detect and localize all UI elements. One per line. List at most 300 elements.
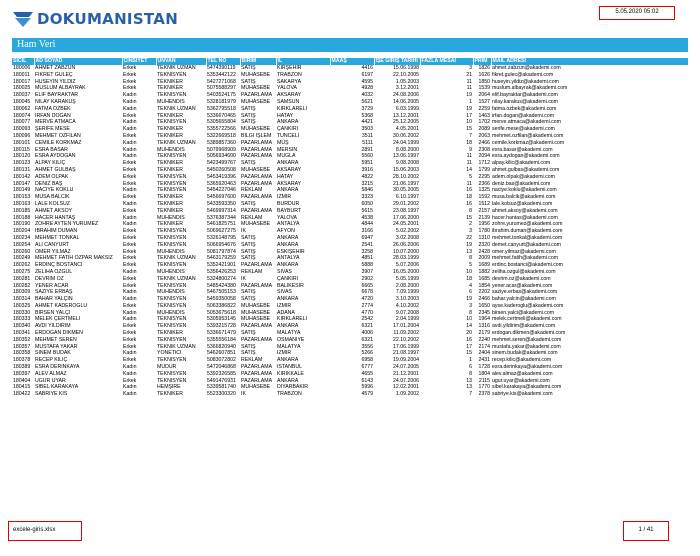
cell-prim: 1689 xyxy=(478,262,490,269)
cell-maas: 4822 xyxy=(361,173,373,180)
cell-unvan: TEKNİKER xyxy=(157,112,183,119)
cell-maas: 3916 xyxy=(361,166,373,173)
table-row xyxy=(12,289,688,296)
cell-birim: MUHASEBE xyxy=(241,166,271,173)
cell-prim: 2295 xyxy=(478,173,490,180)
cell-tel-no: 5305953145 xyxy=(207,316,236,323)
cell-ise-giris-tarihi: 28.03.1999 xyxy=(393,255,419,262)
cell-ise-giris-tarihi: 24.05.2001 xyxy=(393,221,419,228)
table-row xyxy=(12,235,688,242)
cell-fazla-mesai: 18 xyxy=(466,275,472,282)
cell-birim: PAZARLAMA xyxy=(241,282,273,289)
cell-il: KIRKLARELİ xyxy=(277,105,307,112)
cell-il: BAYBURT xyxy=(277,207,302,214)
cell-unvan: TEKNİSYEN xyxy=(157,180,187,187)
table-row xyxy=(12,391,688,398)
cell-ise-giris-tarihi: 14.06.2005 xyxy=(393,98,419,105)
cell-mail-adresi: zohre.yurumez@akademi.com xyxy=(492,221,563,228)
cell-cinsiyet: Erkek xyxy=(123,112,137,119)
cell-unvan: TEKNİKER xyxy=(157,78,183,85)
cell-unvan: TEKNİSYEN xyxy=(157,153,187,160)
cell-ad-soyad: ADEM OLPAK xyxy=(35,173,69,180)
cell-ise-giris-tarihi: 1.05.2003 xyxy=(395,78,419,85)
cell-tel-no: 5453419396 xyxy=(207,173,236,180)
cell-fazla-mesai: 20 xyxy=(466,330,472,337)
cell-mail-adresi: esra.aydogan@akademi.com xyxy=(492,153,560,160)
cell-tel-no: 5376387344 xyxy=(207,214,236,221)
cell-birim: İK xyxy=(241,391,246,398)
cell-il: KIRŞEHİR xyxy=(277,65,302,71)
cell-prim: 1770 xyxy=(478,384,490,391)
cell-ise-giris-tarihi: 6.10.1997 xyxy=(395,194,419,201)
cell-fazla-mesai: 15 xyxy=(466,126,472,133)
cell-cinsiyet: Kadın xyxy=(123,384,137,391)
cell-ise-giris-tarihi: 3.02.2008 xyxy=(395,234,419,241)
table-row xyxy=(12,215,688,222)
cell-unvan: TEKNİSYEN xyxy=(157,241,187,248)
cell-ad-soyad: BAHAR YALÇIN xyxy=(35,296,73,303)
cell-il: TRABZON xyxy=(277,391,302,398)
cell-maas: 5951 xyxy=(361,160,373,167)
cell-ad-soyad: NİLAY KARAKUŞ xyxy=(35,98,76,105)
cell-maas: 3166 xyxy=(361,228,373,235)
cell-maas: 5621 xyxy=(361,98,373,105)
table-row xyxy=(12,153,688,160)
table-row xyxy=(12,255,688,262)
cell-sicil: 180025 xyxy=(13,85,31,92)
cell-ise-giris-tarihi: 9.08.2008 xyxy=(395,160,419,167)
cell-prim: 2089 xyxy=(478,126,490,133)
cell-ise-giris-tarihi: 5.07.2006 xyxy=(395,262,419,269)
cell-sicil: 180017 xyxy=(13,78,31,85)
cell-mail-adresi: bahar.yalcin@akademi.com xyxy=(492,296,556,303)
cell-tel-no: 5450260508 xyxy=(207,166,236,173)
cell-mail-adresi: ayse.kaderoglu@akademi.com xyxy=(492,302,564,309)
cell-sicil: 180415 xyxy=(13,384,31,391)
cell-tel-no: 5081797874 xyxy=(207,248,236,255)
cell-mail-adresi: sinem.budak@akademi.com xyxy=(492,350,558,357)
cell-cinsiyet: Erkek xyxy=(123,160,137,167)
cell-tel-no: 5305655804 xyxy=(207,119,236,126)
cell-il: ANTALYA xyxy=(277,255,300,262)
cell-ad-soyad: NACİYE KÖKLÜ xyxy=(35,187,74,194)
cell-tel-no: 5423499767 xyxy=(207,160,236,167)
cell-ise-giris-tarihi: 23.08.1997 xyxy=(393,207,419,214)
cell-prim: 1850 xyxy=(478,78,490,85)
cell-tel-no: 5336670465 xyxy=(207,112,236,119)
cell-sicil: 180333 xyxy=(13,316,31,323)
table-row xyxy=(12,99,688,106)
cell-tel-no: 5485424380 xyxy=(207,282,236,289)
cell-il: KIRIKKALE xyxy=(277,370,304,377)
cell-unvan: TEKNİSYEN xyxy=(157,228,187,235)
cell-tel-no: 5469997314 xyxy=(207,207,236,214)
table-row xyxy=(12,316,688,323)
cell-unvan: TEKNİK UZMAN xyxy=(157,65,196,71)
cell-ise-giris-tarihi: 13.12.2001 xyxy=(393,112,419,119)
cell-birim: SATIŞ xyxy=(241,65,256,71)
cell-il: ÇANKIRI xyxy=(277,275,299,282)
cell-ise-giris-tarihi: 8.08.2000 xyxy=(395,146,419,153)
cell-ad-soyad: ERDOĞAN DİKMEN xyxy=(35,330,83,337)
cell-tel-no: 5459350058 xyxy=(207,296,236,303)
cell-il: ANKARA xyxy=(277,119,299,126)
cell-il: DİYARBAKIR xyxy=(277,384,309,391)
cell-il: MALATYA xyxy=(277,330,301,337)
cell-ad-soyad: DEVRİM ÖZ xyxy=(35,275,64,282)
cell-mail-adresi: alev.almaz@akademi.com xyxy=(492,370,553,377)
table-row xyxy=(12,378,688,385)
cell-mail-adresi: fikret.gulec@akademi.com xyxy=(492,71,554,78)
cell-sicil: 180096 xyxy=(13,132,31,139)
cell-cinsiyet: Erkek xyxy=(123,241,137,248)
column-header-maas: MAAŞ xyxy=(330,58,374,65)
cell-ise-giris-tarihi: 29.01.2002 xyxy=(393,200,419,207)
cell-tel-no: 5336671479 xyxy=(207,330,236,337)
cell-cinsiyet: Erkek xyxy=(123,65,137,71)
cell-fazla-mesai: 3 xyxy=(469,228,472,235)
column-header-tel-no: TEL NO xyxy=(206,58,240,65)
cell-prim: 1325 xyxy=(478,187,490,194)
cell-cinsiyet: Erkek xyxy=(123,302,137,309)
cell-il: İZMİR xyxy=(277,194,292,201)
cell-sicil: 180188 xyxy=(13,214,31,221)
cell-il: MALATYA xyxy=(277,343,301,350)
cell-cinsiyet: Kadın xyxy=(123,214,137,221)
cell-sicil: 180389 xyxy=(13,364,31,371)
cell-maas: 6050 xyxy=(361,200,373,207)
cell-il: İZMİR xyxy=(277,302,292,309)
cell-ise-giris-tarihi: 17.06.2000 xyxy=(393,214,419,221)
cell-prim: 2157 xyxy=(478,207,490,214)
cell-tel-no: 5456697600 xyxy=(207,194,236,201)
cell-ad-soyad: LALE KOLSUZ xyxy=(35,200,70,207)
cell-sicil: 180131 xyxy=(13,166,31,173)
table-row xyxy=(12,201,688,208)
cell-il: SİVAS xyxy=(277,268,292,275)
cell-maas: 4579 xyxy=(361,391,373,398)
cell-ad-soyad: ESRA DERİNKAYA xyxy=(35,364,80,371)
cell-tel-no: 5433593350 xyxy=(207,200,236,207)
cell-unvan: MÜHENDİS xyxy=(157,248,185,255)
cell-prim: 1685 xyxy=(478,275,490,282)
cell-ad-soyad: HÜSEYİN YILDIZ xyxy=(35,78,76,85)
cell-sicil: 180101 xyxy=(13,139,31,146)
cell-birim: REKLAM xyxy=(241,357,263,364)
cell-maas: 6321 xyxy=(361,323,373,330)
cell-cinsiyet: Kadın xyxy=(123,350,137,357)
cell-ad-soyad: SABRİYE KIS xyxy=(35,391,68,398)
cell-unvan: TEKNİSYEN xyxy=(157,173,187,180)
cell-maas: 4416 xyxy=(361,65,373,71)
cell-maas: 4655 xyxy=(361,370,373,377)
cell-mail-adresi: ahmet.zabzun@akademi.com xyxy=(492,65,561,71)
cell-maas: 3511 xyxy=(361,132,373,139)
cell-prim: 1316 xyxy=(478,323,490,330)
cell-prim: 1512 xyxy=(478,200,490,207)
logo-icon xyxy=(12,11,34,28)
cell-birim: PAZARLAMA xyxy=(241,262,273,269)
cell-prim: 1956 xyxy=(478,221,490,228)
cell-tel-no: 5063386822 xyxy=(207,302,236,309)
cell-il: ANTALYA xyxy=(277,221,300,228)
cell-maas: 5996 xyxy=(361,384,373,391)
cell-fazla-mesai: 18 xyxy=(466,139,472,146)
cell-fazla-mesai: 17 xyxy=(466,343,472,350)
cell-birim: SATIŞ xyxy=(241,330,256,337)
cell-prim: 1826 xyxy=(478,65,490,71)
cell-unvan: TEKNİSYEN xyxy=(157,370,187,377)
cell-ise-giris-tarihi: 28.10.2002 xyxy=(393,173,419,180)
table-row xyxy=(12,350,688,357)
cell-prim: 2259 xyxy=(478,105,490,112)
cell-unvan: TEKNİSYEN xyxy=(157,302,187,309)
cell-prim: 2428 xyxy=(478,248,490,255)
cell-ise-giris-tarihi: 24.07.2006 xyxy=(393,377,419,384)
cell-ise-giris-tarihi: 1.09.2002 xyxy=(395,391,419,398)
cell-cinsiyet: Erkek xyxy=(123,71,137,78)
cell-ad-soyad: ALEV ALMAZ xyxy=(35,370,67,377)
cell-ise-giris-tarihi: 15.06.1998 xyxy=(393,65,419,71)
cell-ad-soyad: SAZİYE ERBAŞ xyxy=(35,289,73,296)
cell-tel-no: 5324800274 xyxy=(207,275,236,282)
table-row xyxy=(12,126,688,133)
cell-birim: SATIŞ xyxy=(241,248,256,255)
cell-sicil: 180275 xyxy=(13,268,31,275)
cell-unvan: MÜHENDİS xyxy=(157,214,185,221)
cell-unvan: TEKNİSYEN xyxy=(157,316,187,323)
cell-mail-adresi: irfan.dogan@akademi.com xyxy=(492,112,555,119)
cell-unvan: TEKNİSYEN xyxy=(157,262,187,269)
cell-mail-adresi: mehmet.seren@akademi.com xyxy=(492,336,562,343)
cell-sicil: 180234 xyxy=(13,234,31,241)
table-row xyxy=(12,384,688,391)
cell-sicil: 180149 xyxy=(13,187,31,194)
cell-tel-no: 5366820940 xyxy=(207,343,236,350)
cell-il: ANKARA xyxy=(277,187,299,194)
cell-mail-adresi: sabriye.kis@akademi.com xyxy=(492,391,553,398)
cell-birim: SATIŞ xyxy=(241,255,256,262)
cell-ad-soyad: AHMET GÜLBAŞ xyxy=(35,166,76,173)
cell-ad-soyad: DENİZ BAŞ xyxy=(35,180,63,187)
cell-ad-soyad: İRFAN DOĞAN xyxy=(35,112,71,119)
cell-maas: 3907 xyxy=(361,268,373,275)
cell-unvan: MÜHENDİS xyxy=(157,289,185,296)
cell-fazla-mesai: 1 xyxy=(469,98,472,105)
cell-maas: 4006 xyxy=(361,330,373,337)
cell-tel-no: 5403524175 xyxy=(207,92,236,99)
cell-sicil: 180404 xyxy=(13,377,31,384)
cell-ise-giris-tarihi: 5.02.2002 xyxy=(395,228,419,235)
cell-ise-giris-tarihi: 25.12.2005 xyxy=(393,119,419,126)
cell-unvan: TEKNİK UZMAN xyxy=(157,343,196,350)
cell-tel-no: 5365920463 xyxy=(207,180,236,187)
cell-il: YALOVA xyxy=(277,214,297,221)
cell-sicil: 180093 xyxy=(13,126,31,133)
cell-tel-no: 5467505153 xyxy=(207,289,236,296)
cell-maas: 4421 xyxy=(361,119,373,126)
cell-mail-adresi: melek.certmeli@akademi.com xyxy=(492,316,562,323)
cell-sicil: 180045 xyxy=(13,98,31,105)
cell-fazla-mesai: 10 xyxy=(466,316,472,323)
cell-ise-giris-tarihi: 6.03.1999 xyxy=(395,105,419,112)
cell-birim: SATIŞ xyxy=(241,234,256,241)
cell-sicil: 180340 xyxy=(13,323,31,330)
cell-il: TRABZON xyxy=(277,71,302,78)
cell-mail-adresi: nilay.karakus@akademi.com xyxy=(492,98,559,105)
cell-prim: 1539 xyxy=(478,85,490,92)
cell-tel-no: 5079968909 xyxy=(207,146,236,153)
cell-sicil: 180330 xyxy=(13,309,31,316)
cell-birim: MUHASEBE xyxy=(241,384,271,391)
cell-birim: MUHASEBE xyxy=(241,126,271,133)
table-body xyxy=(12,65,688,398)
cell-mail-adresi: musa.balcik@akademi.com xyxy=(492,194,556,201)
cell-il: İZMİR xyxy=(277,350,292,357)
cell-cinsiyet: Erkek xyxy=(123,173,137,180)
cell-cinsiyet: Kadın xyxy=(123,153,137,160)
cell-ise-giris-tarihi: 30.06.2002 xyxy=(393,132,419,139)
cell-unvan: TEKNİK UZMAN xyxy=(157,139,196,146)
table-row xyxy=(12,221,688,228)
cell-unvan: TEKNİSYEN xyxy=(157,296,187,303)
cell-mail-adresi: avdi.yildirim@akademi.com xyxy=(492,323,556,330)
cell-prim: 2366 xyxy=(478,180,490,187)
cell-fazla-mesai: 21 xyxy=(466,71,472,78)
cell-prim: 2404 xyxy=(478,350,490,357)
cell-fazla-mesai: 15 xyxy=(466,214,472,221)
cell-sicil: 180314 xyxy=(13,296,31,303)
cell-unvan: MÜHENDİS xyxy=(157,146,185,153)
cell-prim: 2308 xyxy=(478,146,490,153)
cell-ad-soyad: SİBEL KARAKAYA xyxy=(35,384,79,391)
cell-birim: PAZARLAMA xyxy=(241,153,273,160)
cell-sicil: 180185 xyxy=(13,207,31,214)
cell-tel-no: 5083072802 xyxy=(207,357,236,364)
cell-prim: 1882 xyxy=(478,268,490,275)
cell-cinsiyet: Erkek xyxy=(123,248,137,255)
cell-unvan: TEKNİK UZMAN xyxy=(157,105,196,112)
cell-ad-soyad: BİRSEN YALÇI xyxy=(35,309,71,316)
cell-ise-giris-tarihi: 21.12.2001 xyxy=(393,370,419,377)
cell-cinsiyet: Erkek xyxy=(123,166,137,173)
cell-il: SAMSUN xyxy=(277,98,300,105)
cell-tel-no: 5523300320 xyxy=(207,391,236,398)
table-row xyxy=(12,133,688,140)
table-row xyxy=(12,160,688,167)
cell-maas: 5846 xyxy=(361,187,373,194)
cell-maas: 4032 xyxy=(361,92,373,99)
cell-prim: 1854 xyxy=(478,282,490,289)
cell-birim: MUHASEBE xyxy=(241,71,271,78)
cell-il: SAKARYA xyxy=(277,78,302,85)
cell-ad-soyad: ÖMER YILMAZ xyxy=(35,248,71,255)
cell-fazla-mesai: 5 xyxy=(469,262,472,269)
cell-maas: 4851 xyxy=(361,255,373,262)
cell-unvan: MÜDÜR xyxy=(157,364,177,371)
cell-cinsiyet: Kadın xyxy=(123,119,137,126)
cell-tel-no: 5389857360 xyxy=(207,139,236,146)
cell-prim: 2320 xyxy=(478,241,490,248)
cell-tel-no: 5339581740 xyxy=(207,384,236,391)
cell-ise-giris-tarihi: 9.07.2008 xyxy=(395,309,419,316)
column-header-birim: BİRİM xyxy=(240,58,276,65)
cell-ise-giris-tarihi: 7.09.1999 xyxy=(395,289,419,296)
cell-ise-giris-tarihi: 21.08.1997 xyxy=(393,350,419,357)
cell-tel-no: 5474390119 xyxy=(207,65,236,71)
column-header-ad-soyad: AD SOYAD xyxy=(34,58,122,65)
cell-unvan: TEKNİKER xyxy=(157,85,183,92)
cell-birim: PAZARLAMA xyxy=(241,146,273,153)
cell-mail-adresi: merve.atmaca@akademi.com xyxy=(492,119,561,126)
cell-unvan: TEKNİSYEN xyxy=(157,323,187,330)
cell-unvan: TEKNİSYEN xyxy=(157,119,187,126)
cell-cinsiyet: Erkek xyxy=(123,262,137,269)
cell-mail-adresi: fatma.ozbek@akademi.com xyxy=(492,105,557,112)
cell-sicil: 180352 xyxy=(13,336,31,343)
cell-prim: 1728 xyxy=(478,364,490,371)
cell-prim: 1712 xyxy=(478,160,490,167)
cell-unvan: TEKNİSYEN xyxy=(157,282,187,289)
cell-fazla-mesai: 11 xyxy=(466,160,472,167)
cell-sicil: 180422 xyxy=(13,391,31,398)
cell-il: AKSARAY xyxy=(277,92,302,99)
cell-fazla-mesai: 17 xyxy=(466,112,472,119)
cell-mail-adresi: esra.basar@akademi.com xyxy=(492,146,553,153)
cell-cinsiyet: Kadın xyxy=(123,296,137,303)
cell-birim: MUHASEBE xyxy=(241,85,271,92)
cell-unvan: TEKNİKER xyxy=(157,221,183,228)
table-row xyxy=(12,106,688,113)
cell-sicil: 180357 xyxy=(13,343,31,350)
cell-mail-adresi: devrim.oz@akademi.com xyxy=(492,275,551,282)
cell-fazla-mesai: 11 xyxy=(466,85,472,92)
cell-fazla-mesai: 6 xyxy=(469,364,472,371)
brand-logo xyxy=(12,10,178,28)
table-row xyxy=(12,72,688,79)
cell-ad-soyad: UĞUR UYAR xyxy=(35,377,66,384)
cell-ise-giris-tarihi: 24.04.1999 xyxy=(393,139,419,146)
cell-ise-giris-tarihi: 3.10.2003 xyxy=(395,296,419,303)
cell-tel-no: 5056934600 xyxy=(207,153,236,160)
cell-birim: PAZARLAMA xyxy=(241,180,273,187)
cell-tel-no: 5355556184 xyxy=(207,336,236,343)
cell-prim: 1463 xyxy=(478,112,490,119)
cell-sicil: 180281 xyxy=(13,275,31,282)
cell-mail-adresi: elif.bayraktar@akademi.com xyxy=(492,92,558,99)
cell-maas: 5368 xyxy=(361,112,373,119)
cell-tel-no: 5454227046 xyxy=(207,187,236,194)
cell-sicil: 180123 xyxy=(13,160,31,167)
cell-ad-soyad: ESRA AYDOĞAN xyxy=(35,153,76,160)
cell-fazla-mesai: 13 xyxy=(466,377,472,384)
cell-maas: 6665 xyxy=(361,282,373,289)
cell-ad-soyad: MEHMET SEREN xyxy=(35,336,77,343)
cell-birim: REKLAM xyxy=(241,268,263,275)
cell-birim: PAZARLAMA xyxy=(241,377,273,384)
cell-maas: 6143 xyxy=(361,377,373,384)
cell-cinsiyet: Erkek xyxy=(123,255,137,262)
cell-maas: 3215 xyxy=(361,180,373,187)
cell-fazla-mesai: 22 xyxy=(466,234,472,241)
cell-fazla-mesai: 15 xyxy=(466,350,472,357)
cell-ad-soyad: AHMET ZABZUN xyxy=(35,65,76,71)
cell-mail-adresi: birsen.yalci@akademi.com xyxy=(492,309,555,316)
cell-il: ADANA xyxy=(277,309,295,316)
cell-ise-giris-tarihi: 12.02.2001 xyxy=(393,384,419,391)
cell-sicil: 180397 xyxy=(13,370,31,377)
cell-maas: 5560 xyxy=(361,153,373,160)
